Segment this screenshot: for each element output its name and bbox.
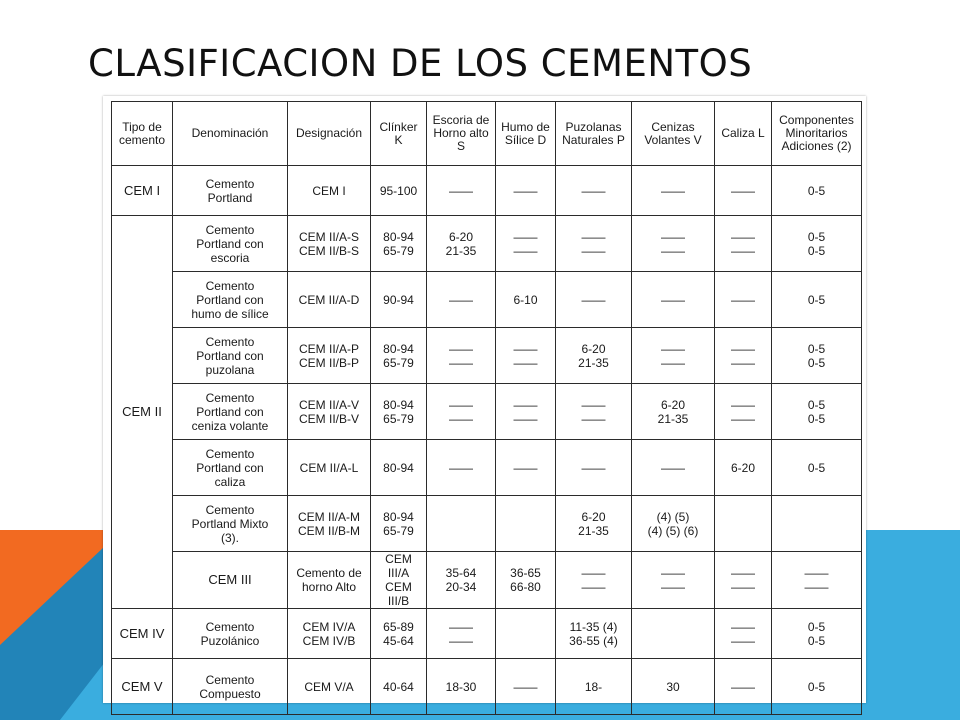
cell-line: escoria <box>210 250 250 265</box>
cell-line: —— <box>581 411 606 426</box>
cell-line: Portland con <box>196 404 264 419</box>
cell-line: —— <box>731 619 755 634</box>
denominacion-cell <box>173 166 288 216</box>
cell-line: 0-5 <box>807 243 826 258</box>
humo-silice-cell <box>556 552 632 609</box>
table-row <box>112 166 862 216</box>
clinker-cell <box>371 216 427 272</box>
cell-line: Componentes <box>779 113 854 127</box>
puzolanas-cell <box>556 384 632 440</box>
humo-silice-cell <box>496 272 556 328</box>
designacion-cell <box>288 609 371 659</box>
cell-line: —— <box>581 397 606 412</box>
cell-line: CEM IV <box>119 625 165 641</box>
cell-line: —— <box>661 580 685 594</box>
caliza-cell <box>715 496 772 552</box>
componentes-cell <box>772 216 862 272</box>
humo-silice-cell <box>496 659 556 715</box>
cell-line: Cemento <box>205 222 255 237</box>
cell-line: —— <box>661 341 685 356</box>
cenizas-cell <box>632 496 715 552</box>
cell-line: 11-35 (4) <box>569 619 618 634</box>
cell-line: 65-79 <box>383 523 414 538</box>
cell-line: —— <box>581 566 606 580</box>
cell-line: —— <box>513 229 538 244</box>
cell-line: Minoritarios <box>785 126 848 140</box>
escoria-cell <box>427 328 496 384</box>
clinker-cell <box>427 552 496 609</box>
cell-line: 95-100 <box>379 183 418 198</box>
caliza-cell <box>715 384 772 440</box>
cell-line: (4) (5) <box>656 509 690 524</box>
humo-silice-cell <box>496 166 556 216</box>
puzolanas-cell <box>556 659 632 715</box>
header-cell <box>371 102 427 166</box>
componentes-cell <box>772 272 862 328</box>
clinker-cell <box>371 496 427 552</box>
cell-line: —— <box>661 355 685 370</box>
cell-line: 40-64 <box>383 679 414 694</box>
table-row <box>112 272 862 328</box>
cenizas-cell <box>632 328 715 384</box>
cell-line: 21-35 <box>578 355 609 370</box>
cell-line: CEM II/A-D <box>298 292 360 307</box>
cell-line: —— <box>731 397 755 412</box>
cell-line: Horno alto <box>433 126 489 140</box>
table-row <box>112 659 862 715</box>
clinker-cell <box>371 659 427 715</box>
humo-silice-cell <box>496 496 556 552</box>
cell-line: Puzolanas <box>565 119 622 134</box>
designacion-cell <box>288 272 371 328</box>
cell-line: CEM II/A-M <box>298 509 360 524</box>
cell-line: —— <box>731 679 755 694</box>
caliza-cell <box>715 328 772 384</box>
puzolanas-cell <box>556 166 632 216</box>
cell-line: 65-79 <box>383 355 414 370</box>
cell-line: —— <box>513 243 538 258</box>
cell-line: K <box>394 132 403 147</box>
puzolanas-cell <box>556 216 632 272</box>
cement-table-card <box>103 96 866 703</box>
cell-line: humo de sílice <box>191 306 269 321</box>
cell-line: —— <box>449 633 473 648</box>
cell-line: Portland con <box>196 292 264 307</box>
humo-silice-cell <box>496 328 556 384</box>
cell-line: 18-30 <box>445 679 477 694</box>
cell-line: —— <box>661 229 685 244</box>
cell-line: —— <box>804 566 829 580</box>
cell-line: —— <box>513 397 538 412</box>
cell-line: 66-80 <box>510 580 541 594</box>
cell-line: —— <box>513 341 538 356</box>
cell-line: Cemento <box>205 446 255 461</box>
cell-line: —— <box>731 243 755 258</box>
denominacion-cell <box>173 440 288 496</box>
cell-line: —— <box>661 292 685 307</box>
cenizas-cell <box>715 552 772 609</box>
header-cell <box>556 102 632 166</box>
caliza-cell <box>715 166 772 216</box>
cell-line: —— <box>581 229 606 244</box>
cell-line: 18- <box>584 679 603 694</box>
componentes-cell <box>772 384 862 440</box>
cell-line: Portland con <box>196 348 264 363</box>
cell-line: —— <box>513 411 538 426</box>
cell-line: —— <box>731 633 755 648</box>
cell-line: Portland con <box>196 460 264 475</box>
puzolanas-cell <box>556 609 632 659</box>
designacion-cell <box>288 496 371 552</box>
cell-line: 0-5 <box>807 633 826 648</box>
cell-line: CEM III/B <box>385 580 412 608</box>
cell-line: 6-20 <box>581 341 606 356</box>
table-row <box>112 609 862 659</box>
cell-line: CEM II/B-P <box>298 355 359 370</box>
cell-line: 0-5 <box>807 292 826 307</box>
cell-line: —— <box>449 341 473 356</box>
cell-line: —— <box>449 411 473 426</box>
caliza-cell <box>715 272 772 328</box>
table-row <box>112 496 862 552</box>
cell-line: CEM II/A-S <box>298 229 359 244</box>
cell-line: —— <box>513 679 538 694</box>
cell-line: Cemento <box>205 176 255 191</box>
cell-line: Naturales P <box>562 132 625 147</box>
cell-line: 36-65 <box>510 566 541 580</box>
cell-line: 6-20 <box>448 229 474 244</box>
cell-line: —— <box>449 619 473 634</box>
denominacion-cell <box>173 328 288 384</box>
cell-line: 80-94 <box>383 229 414 244</box>
cell-line: Compuesto <box>199 686 261 701</box>
cell-line: 45-64 <box>383 633 414 648</box>
denominacion-cell <box>173 272 288 328</box>
cell-line: —— <box>449 183 473 198</box>
cell-line: Cenizas <box>651 119 695 134</box>
escoria-cell <box>427 659 496 715</box>
cell-line: 65-79 <box>383 243 414 258</box>
cell-line: puzolana <box>205 362 255 377</box>
caliza-cell <box>715 659 772 715</box>
cell-line: Cemento <box>205 672 255 687</box>
cell-line: Sílice D <box>504 132 547 147</box>
cell-line: CEM IV/B <box>302 633 356 648</box>
cenizas-cell <box>632 272 715 328</box>
cell-line: 80-94 <box>383 397 414 412</box>
clinker-cell <box>371 609 427 659</box>
cell-line: 21-35 <box>578 523 609 538</box>
cell-line: —— <box>804 580 829 594</box>
cell-line: —— <box>449 292 473 307</box>
designacion-cell <box>288 659 371 715</box>
cell-line: CEM II/B-V <box>298 411 359 426</box>
cell-line: 6-20 <box>730 460 756 475</box>
designacion-cell <box>288 166 371 216</box>
header-cell <box>173 102 288 166</box>
caliza-cell <box>772 552 862 609</box>
denominacion-cell <box>173 659 288 715</box>
clinker-cell <box>371 440 427 496</box>
cell-line: —— <box>731 292 755 307</box>
cell-line: CEM I <box>312 183 346 198</box>
cell-line: 65-79 <box>383 411 414 426</box>
table-row <box>112 216 862 272</box>
escoria-cell <box>427 272 496 328</box>
clinker-cell <box>371 384 427 440</box>
cell-line: —— <box>731 411 755 426</box>
cell-line: Denominación <box>191 126 269 140</box>
cement-type-cell <box>112 166 173 216</box>
designacion-cell <box>371 552 427 609</box>
cenizas-cell <box>632 166 715 216</box>
denominacion-cell <box>173 384 288 440</box>
cell-line: 0-5 <box>807 341 826 356</box>
designacion-cell <box>288 328 371 384</box>
header-cell <box>715 102 772 166</box>
caliza-cell <box>715 440 772 496</box>
cell-line: CEM IV/A <box>302 619 356 634</box>
cell-line: —— <box>731 580 755 594</box>
puzolanas-cell <box>556 328 632 384</box>
componentes-cell <box>772 328 862 384</box>
cement-type-cell <box>112 659 173 715</box>
denominacion-cell <box>288 552 371 609</box>
puzolanas-cell <box>556 272 632 328</box>
puzolanas-cell <box>556 440 632 496</box>
puzolanas-cell <box>632 552 715 609</box>
header-cell <box>427 102 496 166</box>
cell-line: —— <box>449 397 473 412</box>
cell-line: Volantes V <box>644 132 702 147</box>
designacion-cell <box>288 440 371 496</box>
cell-line: Designación <box>295 126 363 140</box>
cell-line: Tipo de <box>122 119 162 134</box>
escoria-cell <box>496 552 556 609</box>
cell-line: S <box>456 139 465 153</box>
designacion-cell <box>288 216 371 272</box>
cell-line: CEM I <box>123 182 161 198</box>
cell-line: ceniza volante <box>191 418 269 433</box>
cell-line: —— <box>581 460 606 475</box>
cell-line: 6-10 <box>513 292 538 307</box>
table-row <box>112 384 862 440</box>
cenizas-cell <box>632 440 715 496</box>
escoria-cell <box>427 166 496 216</box>
cell-line: Portland con <box>196 236 264 251</box>
escoria-cell <box>427 440 496 496</box>
cell-line: 35-64 <box>445 566 477 580</box>
denominacion-cell <box>173 609 288 659</box>
clinker-cell <box>371 272 427 328</box>
cell-line: Cemento <box>205 278 255 293</box>
cell-line: 0-5 <box>807 460 826 475</box>
cenizas-cell <box>632 659 715 715</box>
cell-line: Cemento <box>205 390 255 405</box>
cell-line: 65-89 <box>383 619 414 634</box>
cell-line: CEM III/A <box>385 552 412 580</box>
cell-line: (4) (5) (6) <box>647 523 699 538</box>
cell-line: —— <box>731 229 755 244</box>
escoria-cell <box>427 496 496 552</box>
cement-type-cell <box>112 216 173 609</box>
cell-line: —— <box>661 183 685 198</box>
header-cell <box>288 102 371 166</box>
escoria-cell <box>427 216 496 272</box>
cell-line: —— <box>661 243 685 258</box>
cell-line: 0-5 <box>807 679 826 694</box>
humo-silice-cell <box>496 216 556 272</box>
cell-line: cemento <box>118 132 166 147</box>
cell-line: 30 <box>666 679 680 694</box>
cell-line: —— <box>661 566 685 580</box>
cell-line: —— <box>731 183 755 198</box>
cell-line: Adiciones (2) <box>781 139 852 153</box>
cell-line: —— <box>661 460 685 475</box>
humo-silice-cell <box>496 609 556 659</box>
cell-line: —— <box>449 460 473 475</box>
componentes-cell <box>772 609 862 659</box>
cell-line: Cemento <box>205 502 255 517</box>
cell-line: 20-34 <box>445 580 477 594</box>
cell-line: Cemento <box>205 334 255 349</box>
cell-line: Clínker <box>379 119 418 134</box>
cell-line: 0-5 <box>807 183 826 198</box>
header-cell <box>632 102 715 166</box>
cell-line: —— <box>581 580 606 594</box>
cell-line: 36-55 (4) <box>569 633 618 648</box>
puzolanas-cell <box>556 496 632 552</box>
cenizas-cell <box>632 384 715 440</box>
cell-line: Humo de <box>501 119 550 134</box>
cell-line: —— <box>513 460 538 475</box>
cell-line: 80-94 <box>383 341 414 356</box>
cell-line: 0-5 <box>807 229 826 244</box>
caliza-cell <box>715 609 772 659</box>
cell-line: Cemento <box>205 619 255 634</box>
clinker-cell <box>371 328 427 384</box>
cell-line: Cemento de <box>296 566 362 580</box>
cenizas-cell <box>632 609 715 659</box>
cell-line: 0-5 <box>807 411 826 426</box>
cell-line: 80-94 <box>383 509 414 524</box>
cement-type-cell <box>173 552 288 609</box>
cell-line: —— <box>731 566 755 580</box>
denominacion-cell <box>173 496 288 552</box>
header-cell <box>496 102 556 166</box>
cell-line: CEM II/A-P <box>298 341 359 356</box>
cell-line: —— <box>581 243 606 258</box>
cenizas-cell <box>632 216 715 272</box>
cement-classification-table <box>111 101 862 715</box>
cell-line: —— <box>449 355 473 370</box>
clinker-cell <box>371 166 427 216</box>
escoria-cell <box>427 609 496 659</box>
componentes-cell <box>772 496 862 552</box>
cell-line: caliza <box>214 474 246 489</box>
cement-type-cell <box>112 609 173 659</box>
cell-line: 6-20 <box>660 397 686 412</box>
cell-line: 6-20 <box>581 509 606 524</box>
cell-line: —— <box>581 183 606 198</box>
cell-line: 90-94 <box>383 292 414 307</box>
cell-line: 21-35 <box>445 243 477 258</box>
designacion-cell <box>288 384 371 440</box>
cell-line: CEM II <box>122 404 162 419</box>
componentes-cell <box>772 166 862 216</box>
cell-line: 0-5 <box>807 619 826 634</box>
cell-line: —— <box>731 341 755 356</box>
cell-line: 0-5 <box>807 397 826 412</box>
cell-line: Caliza L <box>721 126 765 140</box>
table-row <box>112 440 862 496</box>
cell-line: CEM III <box>208 572 252 587</box>
table-row <box>112 552 862 609</box>
table-header-row <box>112 102 862 166</box>
cell-line: CEM II/B-M <box>298 523 360 538</box>
cell-line: —— <box>513 355 538 370</box>
header-cell <box>772 102 862 166</box>
caliza-cell <box>715 216 772 272</box>
componentes-cell <box>772 440 862 496</box>
cell-line: 80-94 <box>383 460 414 475</box>
cell-line: CEM V <box>121 678 163 694</box>
humo-silice-cell <box>496 440 556 496</box>
cell-line: Portland <box>207 190 253 205</box>
cell-line: (3). <box>221 530 239 545</box>
cell-line: 21-35 <box>657 411 689 426</box>
slide-title: CLASIFICACION DE LOS CEMENTOS <box>88 42 753 85</box>
header-cell <box>112 102 173 166</box>
cell-line: —— <box>731 355 755 370</box>
cell-line: —— <box>513 183 538 198</box>
denominacion-cell <box>173 216 288 272</box>
cell-line: horno Alto <box>301 580 357 594</box>
escoria-cell <box>427 384 496 440</box>
cell-line: Portland Mixto <box>191 516 269 531</box>
cell-line: —— <box>581 292 606 307</box>
cell-line: CEM II/A-V <box>298 397 359 412</box>
cell-line: Escoria de <box>432 113 490 127</box>
cell-line: Puzolánico <box>200 633 260 648</box>
cell-line: CEM II/A-L <box>299 460 359 475</box>
table-row <box>112 328 862 384</box>
cell-line: CEM V/A <box>304 679 354 694</box>
cell-line: CEM II/B-S <box>298 243 359 258</box>
humo-silice-cell <box>496 384 556 440</box>
componentes-cell <box>772 659 862 715</box>
cell-line: 0-5 <box>807 355 826 370</box>
